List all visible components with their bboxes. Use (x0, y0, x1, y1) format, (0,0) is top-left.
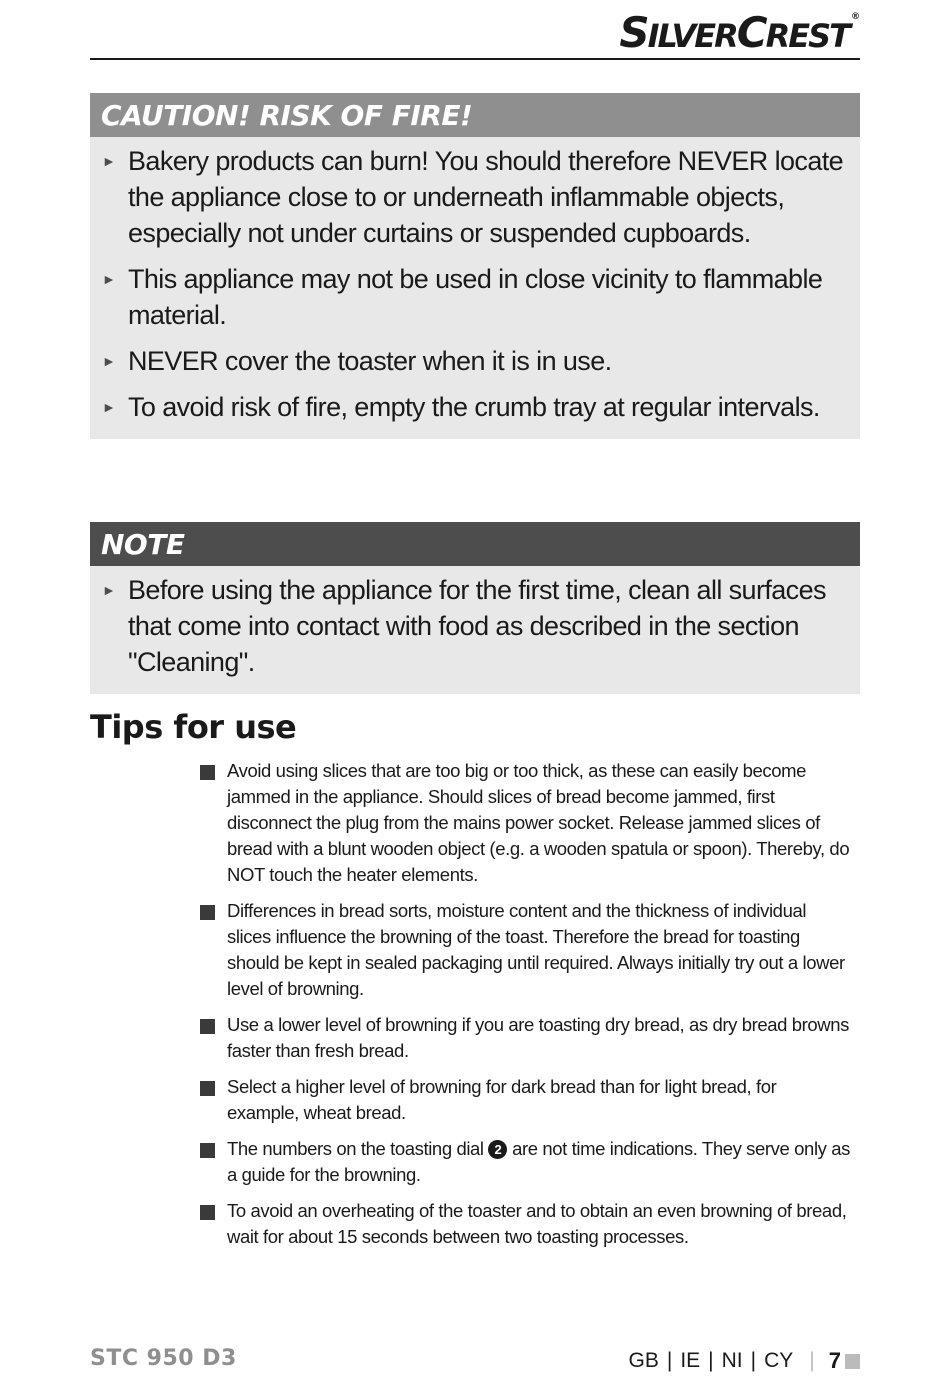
section-title: Tips for use (90, 708, 297, 746)
caution-box (90, 93, 860, 439)
caution-title: CAUTION! RISK OF FIRE! (90, 93, 860, 137)
square-bullet-icon (200, 1019, 215, 1034)
tips-list (200, 758, 850, 1260)
caution-item-text: Bakery products can burn! You should therefore NEVER locate the appliance close to or underneath inflammable objects, especially not under curtains or suspended cupboards. (128, 146, 844, 248)
separator: | (708, 1349, 714, 1372)
language-code: CY (764, 1349, 794, 1372)
caution-list (90, 137, 860, 439)
separator: | (809, 1349, 815, 1372)
caution-item-text: This appliance may not be used in close vicinity to flammable material. (128, 264, 823, 330)
tip-text: Differences in bread sorts, moisture content and the thickness of individual slices influence the browning of the toast. Therefore the bread for toasting should be kept in sealed packaging until required. Always initially try out a lower level of browning. (227, 900, 845, 999)
brand-logo (619, 8, 860, 57)
dial-reference-icon: 2 (488, 1140, 507, 1159)
arrow-icon: ► (102, 271, 116, 287)
arrow-icon: ► (102, 353, 116, 369)
language-code: NI (721, 1349, 743, 1372)
separator: | (750, 1349, 757, 1372)
arrow-icon: ► (102, 399, 116, 415)
tip-text: To avoid an overheating of the toaster and to obtain an even browning of bread, wait for about 15 seconds between two toasting processes. (227, 1200, 847, 1247)
tip-text: Select a higher level of browning for dark bread than for light bread, for example, wheat bread. (227, 1076, 777, 1123)
caution-item (90, 389, 850, 425)
square-bullet-icon (200, 1205, 215, 1220)
tip-text: Avoid using slices that are too big or too thick, as these can easily become jammed in the appliance. Should slices of bread become jammed, first disconnect the plug from the mains power socket. Release jammed slices of bread with a blunt wooden object (e.g. a wooden spatula or spoon). Thereby, do NOT touch the heater elements. (227, 760, 850, 885)
brand-text: ILVER (647, 17, 737, 55)
arrow-icon: ► (102, 582, 116, 598)
separator: | (666, 1349, 673, 1372)
square-bullet-icon (200, 765, 215, 780)
caution-item-text: To avoid risk of fire, empty the crumb tray at regular intervals. (128, 392, 820, 422)
tip-item (200, 1136, 850, 1188)
footer-model: STC 950 D3 (90, 1346, 237, 1371)
arrow-icon: ► (102, 153, 116, 169)
footer-nav (629, 1346, 861, 1376)
square-bullet-icon (200, 905, 215, 920)
brand-letter: S (619, 8, 648, 57)
tip-item (200, 1012, 850, 1064)
note-box (90, 522, 860, 694)
brand-letter: C (736, 8, 766, 57)
page-number: 7 (828, 1348, 841, 1373)
note-item-text: Before using the appliance for the first time, clean all surfaces that come into contact with food as described in the section "Cleaning". (128, 575, 826, 677)
registered-mark: ® (851, 12, 860, 22)
square-bullet-icon (200, 1081, 215, 1096)
note-list (90, 566, 860, 694)
caution-item (90, 143, 850, 251)
tip-item (200, 898, 850, 1002)
tip-item (200, 1198, 850, 1250)
square-bullet-icon (200, 1143, 215, 1158)
tip-text: are not time indications. They serve only as a guide for the browning. (227, 1138, 850, 1185)
tip-text: The numbers on the toasting dial (227, 1138, 489, 1159)
caution-item (90, 261, 850, 333)
caution-item-text: NEVER cover the toaster when it is in use. (128, 346, 612, 376)
brand-text: REST (765, 17, 849, 55)
note-title: NOTE (90, 522, 860, 566)
language-code: IE (680, 1349, 701, 1372)
page-marker-icon (845, 1354, 860, 1369)
page-header (90, 0, 860, 60)
tip-item (200, 1074, 850, 1126)
note-item (90, 572, 850, 680)
tip-item (200, 758, 850, 888)
tip-text: Use a lower level of browning if you are toasting dry bread, as dry bread browns faster than fresh bread. (227, 1014, 850, 1061)
language-code: GB (628, 1349, 659, 1372)
caution-item (90, 343, 850, 379)
